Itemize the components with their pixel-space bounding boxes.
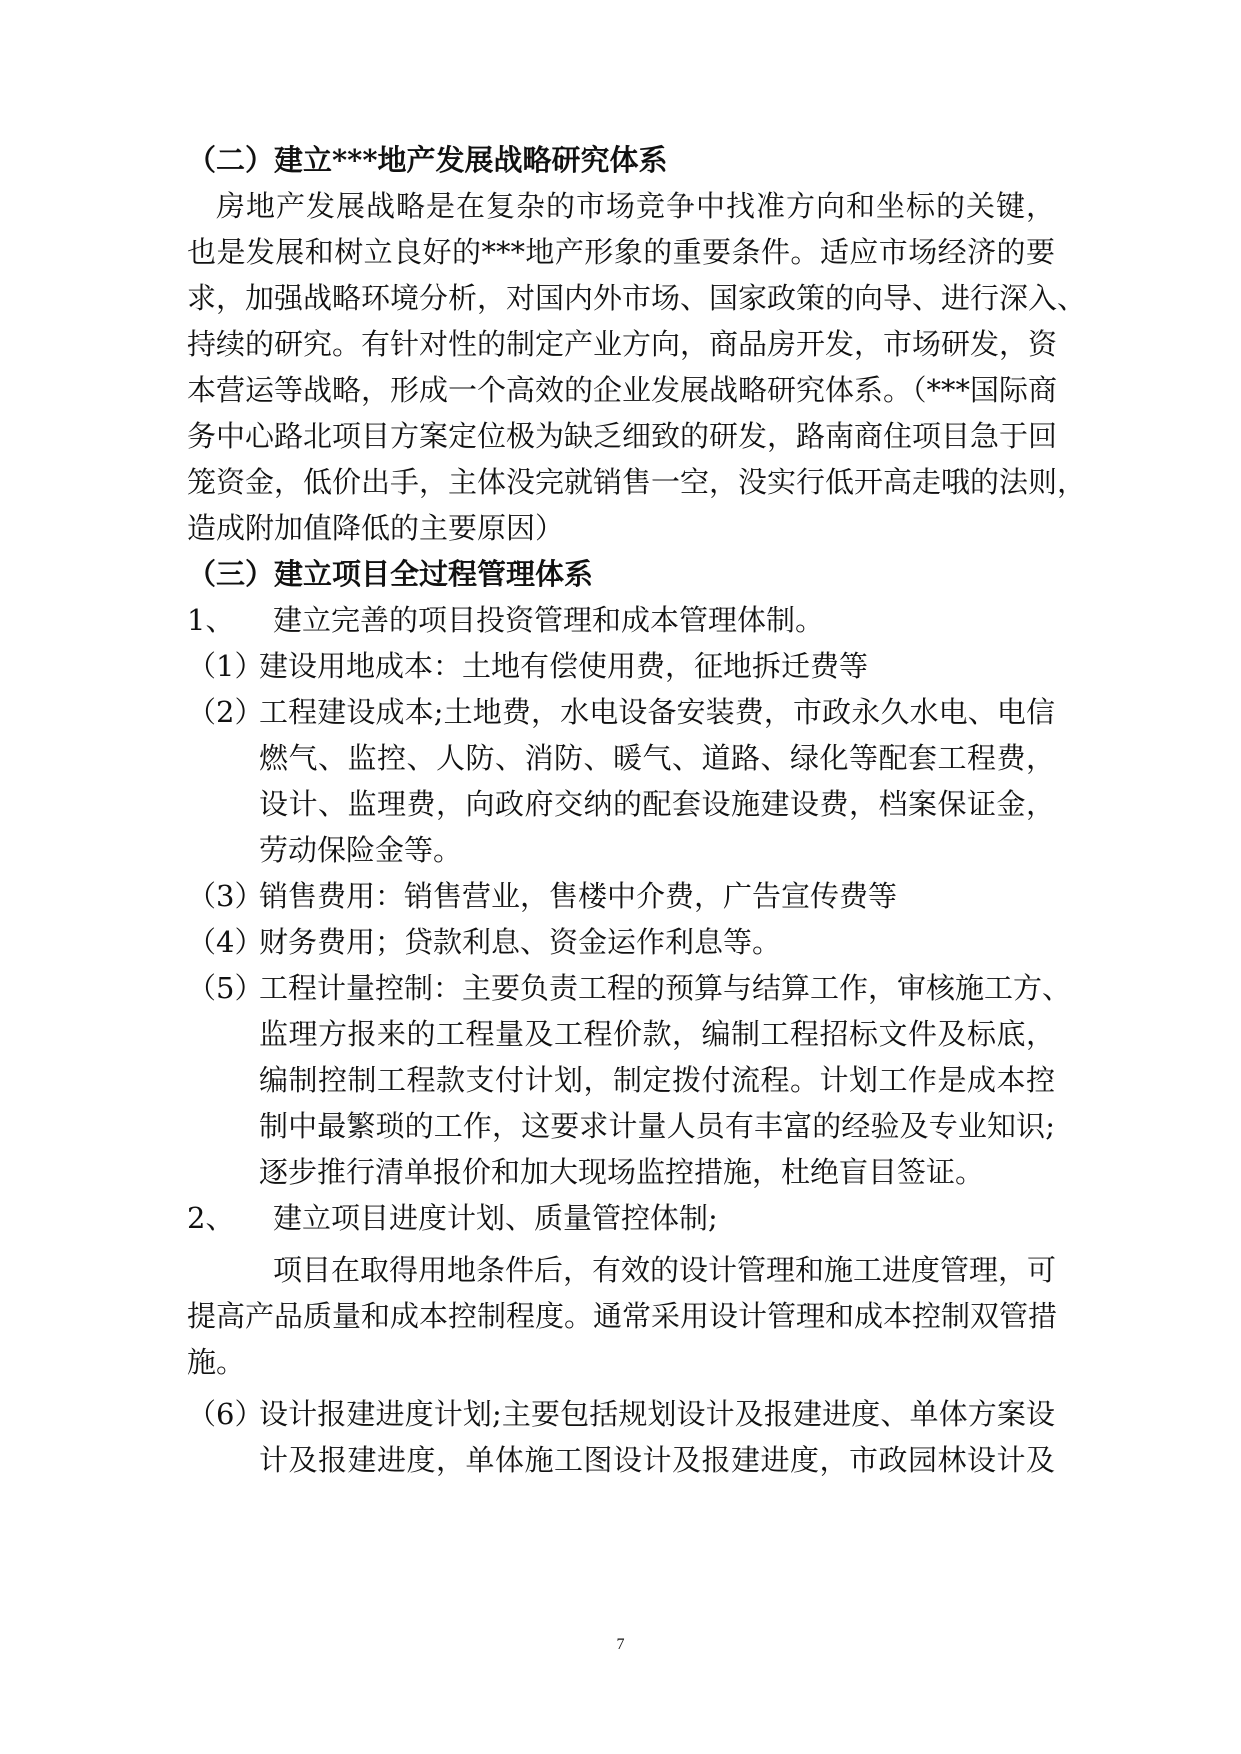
sub-item-label: （5） — [187, 971, 264, 1005]
sub-item-label: （6） — [187, 1397, 264, 1431]
list-item-text: 建立完善的项目投资管理和成本管理体制。 — [273, 603, 825, 637]
paragraph-line: 施。 — [187, 1345, 246, 1379]
paragraph-line: 持续的研究。有针对性的制定产业方向，商品房开发，市场研发，资 — [187, 327, 1058, 361]
sub-item-line: 工程计量控制：主要负责工程的预算与结算工作，审核施工方、 — [259, 971, 1072, 1005]
list-number: 2、 — [187, 1201, 235, 1235]
sub-item-line: 制中最繁琐的工作，这要求计量人员有丰富的经验及专业知识; — [259, 1109, 1055, 1143]
sub-item-label: （2） — [187, 695, 264, 729]
sub-item-line: 监理方报来的工程量及工程价款，编制工程招标文件及标底， — [259, 1017, 1055, 1051]
paragraph-line: 提高产品质量和成本控制程度。通常采用设计管理和成本控制双管措 — [187, 1299, 1058, 1333]
sub-item-line: 设计、监理费，向政府交纳的配套设施建设费，档案保证金， — [259, 787, 1055, 821]
paragraph-line: 也是发展和树立良好的***地产形象的重要条件。适应市场经济的要 — [187, 235, 1055, 269]
paragraph-line: 造成附加值降低的主要原因） — [187, 511, 565, 545]
paragraph-line: 务中心路北项目方案定位极为缺乏细致的研发，路南商住项目急于回 — [187, 419, 1058, 453]
sub-item-line: 劳动保险金等。 — [259, 833, 463, 867]
list-item-text: 建立项目进度计划、质量管控体制; — [273, 1201, 718, 1235]
sub-item-line: 编制控制工程款支付计划，制定拨付流程。计划工作是成本控 — [259, 1063, 1055, 1097]
section-heading-3: （三）建立项目全过程管理体系 — [187, 557, 594, 591]
sub-item-line: 逐步推行清单报价和加大现场监控措施，杜绝盲目签证。 — [259, 1155, 985, 1189]
paragraph-line: 求，加强战略环境分析，对国内外市场、国家政策的向导、进行深入、 — [187, 281, 1087, 315]
sub-item-label: （1） — [187, 649, 264, 683]
sub-item-line: 工程建设成本;土地费，水电设备安装费，市政永久水电、电信 — [259, 695, 1055, 729]
list-number: 1、 — [187, 603, 235, 637]
sub-item-label: （3） — [187, 879, 264, 913]
paragraph-line: 本营运等战略，形成一个高效的企业发展战略研究体系。（***国际商 — [187, 373, 1058, 407]
sub-item-line: 建设用地成本：土地有偿使用费，征地拆迁费等 — [259, 649, 869, 683]
sub-item-label: （4） — [187, 925, 264, 959]
paragraph-line: 笼资金，低价出手，主体没完就销售一空，没实行低开高走哦的法则， — [187, 465, 1087, 499]
page-number: 7 — [616, 1636, 625, 1653]
paragraph-line: 房地产发展战略是在复杂的市场竞争中找准方向和坐标的关键， — [216, 189, 1055, 223]
sub-item-line: 燃气、监控、人防、消防、暖气、道路、绿化等配套工程费， — [259, 741, 1055, 775]
sub-item-line: 销售费用：销售营业，售楼中介费，广告宣传费等 — [259, 879, 898, 913]
sub-item-line: 设计报建进度计划;主要包括规划设计及报建进度、单体方案设 — [259, 1397, 1055, 1431]
section-heading-2: （二）建立***地产发展战略研究体系 — [187, 143, 668, 177]
sub-item-line: 计及报建进度，单体施工图设计及报建进度，市政园林设计及 — [259, 1443, 1055, 1477]
paragraph-line: 项目在取得用地条件后，有效的设计管理和施工进度管理，可 — [273, 1253, 1057, 1287]
sub-item-line: 财务费用；贷款利息、资金运作利息等。 — [259, 925, 782, 959]
